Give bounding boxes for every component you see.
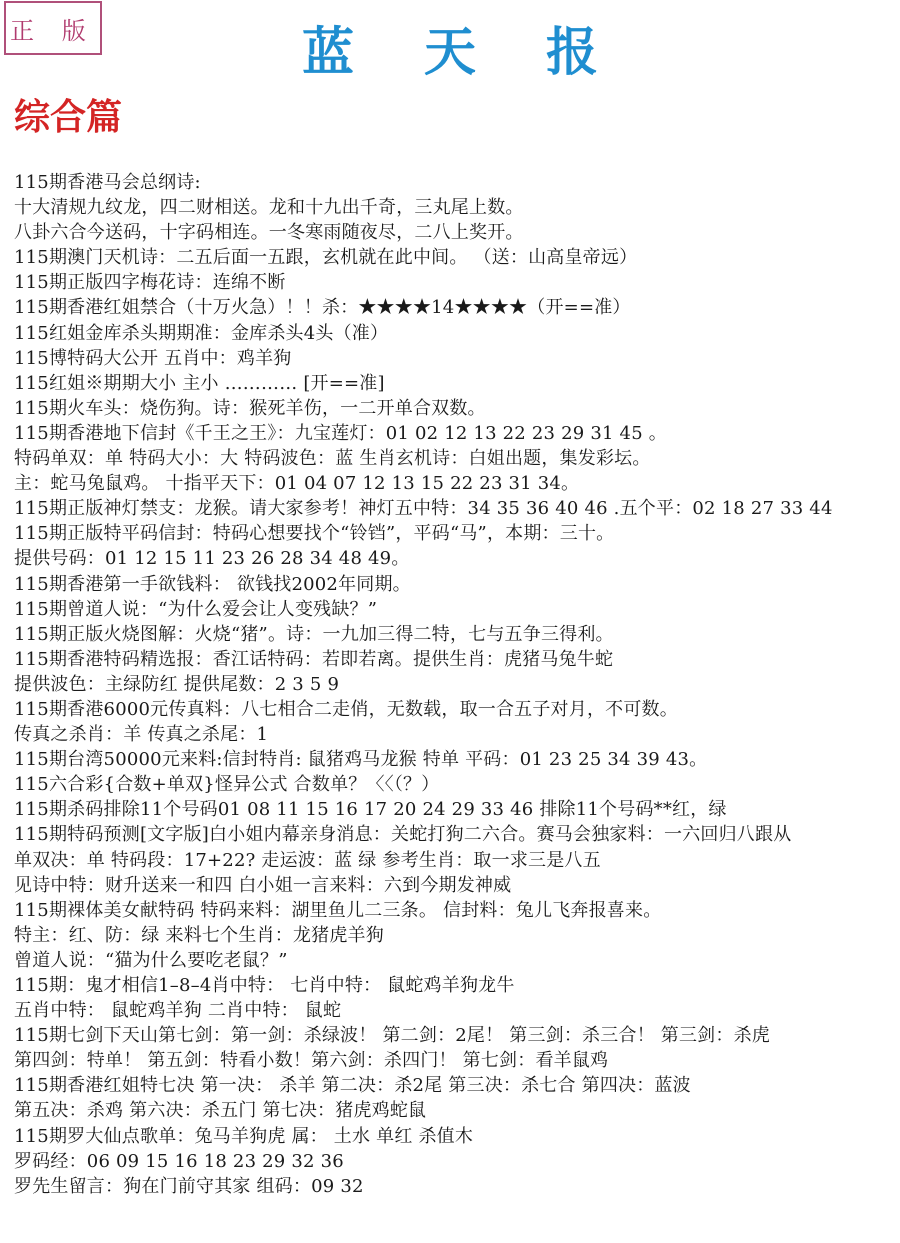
content-body	[14, 170, 894, 1199]
text-line: 主：蛇马兔鼠鸡。 十指平天下：01 04 07 12 13 15 22 23 31 34。	[14, 473, 580, 495]
text-line: 115期正版火烧图解：火烧“猪”。诗：一九加三得二特，七与五争三得利。	[14, 623, 614, 645]
page-title: 蓝天报	[301, 22, 668, 83]
text-line: 曾道人说：“猫为什么要吃老鼠？”	[14, 949, 288, 971]
text-line: 115期正版特平码信封：特码心想要找个“铃铛”，平码“马”，本期：三十。	[14, 523, 615, 545]
text-line: 115期香港红姐禁合（十万火急）！！杀：★★★★14★★★★（开==准）	[14, 297, 631, 319]
text-line: 115期罗大仙点歌单：兔马羊狗虎 属： 土水 单红 杀值木	[14, 1125, 474, 1147]
text-line: 十大清规九纹龙，四二财相送。龙和十九出千奇，三丸尾上数。	[14, 197, 524, 219]
text-line: 115期正版四字梅花诗：连绵不断	[14, 272, 286, 294]
text-line: 115期：鬼才相信1–8–4肖中特： 七肖中特： 鼠蛇鸡羊狗龙牛	[14, 975, 515, 996]
text-line: 115期香港马会总纲诗:	[14, 172, 201, 193]
text-line: 第五决：杀鸡 第六决：杀五门 第七决：猪虎鸡蛇鼠	[14, 1100, 427, 1122]
text-line: 115红姐金库杀头期期准：金库杀头4头（准）	[14, 322, 389, 344]
text-line: 罗先生留言：狗在门前守其家 组码：09 32	[14, 1175, 364, 1197]
text-line: 115期香港红姐特七决 第一决： 杀羊 第二决：杀2尾 第三决：杀七合 第四决：蓝波	[14, 1075, 691, 1097]
section-title: 综合篇	[14, 96, 123, 138]
text-line: 115期澳门天机诗：二五后面一五跟，玄机就在此中间。 （送：山高皇帝远）	[14, 247, 638, 269]
text-line: 115期香港特码精选报：香江话特码：若即若离。提供生肖：虎猪马兔牛蛇	[14, 648, 614, 670]
text-line: 罗码经：06 09 15 16 18 23 29 32 36	[14, 1150, 344, 1172]
text-line: 115期特码预测[文字版]白小姐内幕亲身消息：关蛇打狗二六合。赛马会独家料：一六回归八跟从	[14, 824, 792, 846]
text-line: 115期火车头：烧伤狗。诗：猴死羊伤，一二开单合双数。	[14, 397, 486, 419]
text-line: 提供波色：主绿防红 提供尾数：2 3 5 9	[14, 673, 340, 695]
text-line: 见诗中特：财升送来一和四 白小姐一言来料：六到今期发神威	[14, 874, 512, 896]
text-line: 115期七剑下天山第七剑：第一剑：杀绿波！ 第二剑：2尾！ 第三剑：杀三合！ 第三剑：杀虎	[14, 1025, 770, 1047]
text-line: 115期台湾50000元来料:信封特肖: 鼠猪鸡马龙猴 特单 平码：01 23 25 34 39 43。	[14, 749, 708, 771]
text-line: 115红姐※期期大小 主小 ………… [开==准]	[14, 372, 385, 394]
text-line: 传真之杀肖：羊 传真之杀尾：1	[14, 724, 269, 746]
text-line: 115期裸体美女献特码 特码来料：湖里鱼儿二三条。 信封料：兔儿飞奔报喜来。	[14, 899, 662, 921]
text-line: 115六合彩{合数+单双}怪异公式 合数单？〈〈（？）	[14, 774, 440, 796]
text-line: 115期正版神灯禁支：龙猴。请大家参考！神灯五中特：34 35 36 40 46 .五个平：02 18 27 33 44	[14, 498, 833, 520]
text-line: 提供号码：01 12 15 11 23 26 28 34 48 49。	[14, 548, 410, 570]
text-line: 特主：红、防：绿 来料七个生肖：龙猪虎羊狗	[14, 924, 384, 946]
text-line: 115期香港地下信封《千王之王》：九宝莲灯：01 02 12 13 22 23 29 31 45 。	[14, 422, 667, 444]
text-line: 特码单双：单 特码大小：大 特码波色：蓝 生肖玄机诗：白姐出题，集发彩坛。	[14, 448, 651, 470]
text-line: 单双决：单 特码段：17+22? 走运波：蓝 绿 参考生肖：取一求三是八五	[14, 849, 601, 871]
text-line: 115期曾道人说：“为什么爱会让人变残缺？”	[14, 598, 378, 620]
text-line: 八卦六合今送码，十字码相连。一冬寒雨随夜尽，二八上奖开。	[14, 222, 524, 244]
text-line: 115期香港第一手欲钱料： 欲钱找2002年同期。	[14, 573, 411, 595]
text-line: 115博特码大公开 五肖中：鸡羊狗	[14, 347, 292, 369]
text-line: 115期杀码排除11个号码01 08 11 15 16 17 20 24 29 33 46 排除11个号码**红，绿	[14, 799, 727, 821]
text-line: 五肖中特： 鼠蛇鸡羊狗 二肖中特： 鼠蛇	[14, 1000, 342, 1022]
edition-badge: 正 版	[4, 1, 102, 55]
text-line: 115期香港6000元传真料：八七相合二走俏，无数载，取一合五子对月，不可数。	[14, 698, 678, 720]
text-line: 第四剑：特单！ 第五剑：特看小数！第六剑：杀四门！ 第七剑：看羊鼠鸡	[14, 1050, 609, 1072]
